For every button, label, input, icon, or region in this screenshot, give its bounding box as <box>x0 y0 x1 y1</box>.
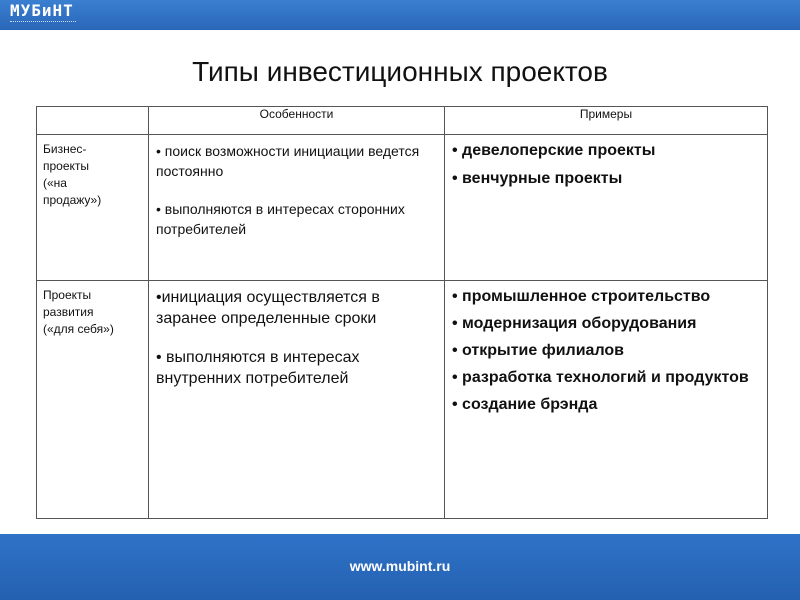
row-label-line: проекты <box>43 159 90 173</box>
row-label-line: («на <box>43 176 67 190</box>
example-item: • венчурные проекты <box>452 170 623 187</box>
table-row <box>37 281 768 519</box>
slide-title: Типы инвестиционных проектов <box>192 56 608 87</box>
footer-url[interactable]: www.mubint.ru <box>349 558 451 574</box>
logo-text: МУБиНТ <box>10 1 74 20</box>
example-item: • создание брэнда <box>452 396 598 413</box>
feature-item: • поиск возможности инициации ведется постоянно <box>156 143 420 179</box>
example-item: • девелоперские проекты <box>452 142 656 159</box>
row-label-line: развития <box>43 305 94 319</box>
row-label-cell <box>37 135 149 281</box>
example-item: • разработка технологий и продуктов <box>452 369 749 386</box>
feature-item: • выполняются в интересах сторонних потребителей <box>156 201 405 237</box>
header-features: Особенности <box>149 107 445 135</box>
examples-cell <box>445 281 768 519</box>
features-cell <box>149 281 445 519</box>
feature-item: • выполняются в интересах внутренних потребителей <box>156 349 360 387</box>
top-bar <box>0 0 800 30</box>
row-label-cell <box>37 281 149 519</box>
example-item: • промышленное строительство <box>452 288 711 305</box>
row-label-line: Проекты <box>43 288 92 302</box>
examples-cell <box>445 135 768 281</box>
table-row <box>37 135 768 281</box>
example-item: • модернизация оборудования <box>452 315 697 332</box>
investment-types-table <box>36 106 768 519</box>
header-row <box>37 107 768 135</box>
row-label-line: Бизнес- <box>43 142 87 156</box>
row-label-line: («для себя») <box>43 322 114 336</box>
footer-bar <box>0 534 800 600</box>
logo-underline <box>10 21 76 25</box>
example-item: • открытие филиалов <box>452 342 625 359</box>
feature-item: •инициация осуществляется в заранее определенные сроки <box>156 289 380 327</box>
header-empty-cell <box>37 107 149 135</box>
row-label-line: продажу») <box>43 193 102 207</box>
header-examples: Примеры <box>445 107 768 135</box>
logo <box>10 3 76 25</box>
features-cell <box>149 135 445 281</box>
